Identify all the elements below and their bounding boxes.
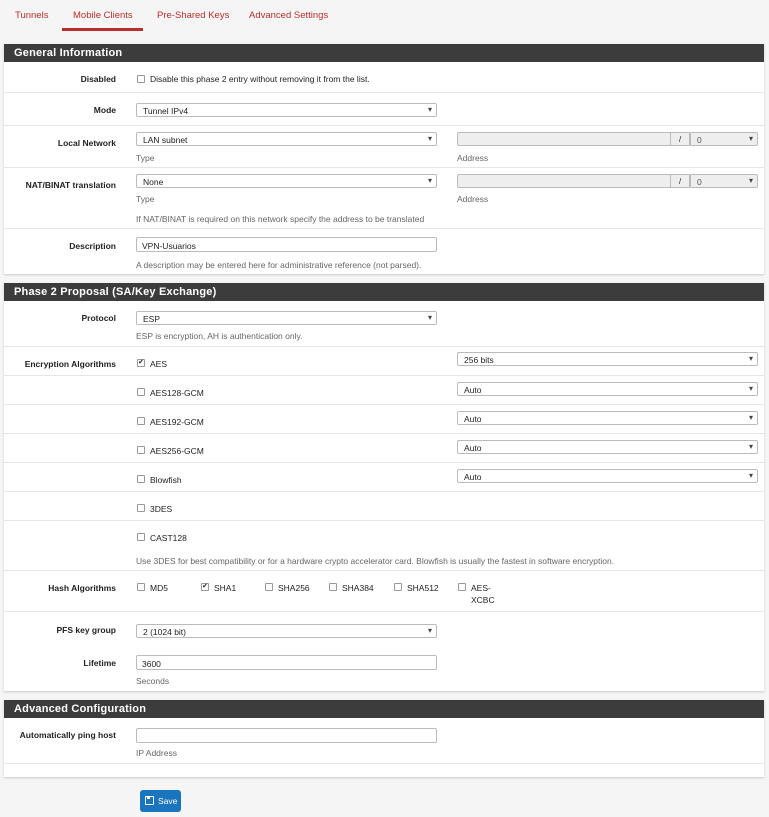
caret-down-icon: ▾ bbox=[427, 626, 432, 635]
save-label: Save bbox=[158, 796, 178, 806]
caret-down-icon: ▾ bbox=[427, 313, 432, 322]
cast128-checkbox[interactable] bbox=[137, 533, 145, 541]
advanced-configuration-title: Advanced Configuration bbox=[4, 700, 764, 718]
enc-row-aes bbox=[4, 346, 764, 375]
nat-address-input[interactable] bbox=[457, 174, 671, 188]
caret-down-icon: ▾ bbox=[748, 413, 753, 422]
3des-checkbox[interactable] bbox=[137, 504, 145, 512]
tab-mobile-clients[interactable]: Mobile Clients bbox=[73, 10, 133, 21]
aes256gcm-checkbox[interactable] bbox=[137, 446, 145, 454]
aes192gcm-label: AES192-GCM bbox=[150, 417, 204, 427]
disabled-row bbox=[4, 62, 764, 92]
aes192gcm-keylen-value: Auto bbox=[464, 414, 482, 424]
cast128-label: CAST128 bbox=[150, 533, 187, 543]
lifetime-label: Lifetime bbox=[83, 658, 116, 668]
caret-down-icon: ▾ bbox=[748, 442, 753, 451]
local-address-help: Address bbox=[457, 153, 489, 163]
pfs-label: PFS key group bbox=[56, 625, 116, 635]
encryption-label: Encryption Algorithms bbox=[24, 359, 116, 369]
caret-down-icon: ▾ bbox=[427, 105, 432, 114]
nat-label: NAT/BINAT translation bbox=[25, 180, 116, 190]
aes-label: AES bbox=[150, 359, 168, 369]
phase2-proposal-panel bbox=[4, 283, 764, 691]
local-type-value: LAN subnet bbox=[143, 135, 188, 145]
aes-xcbc-label-1: AES- bbox=[471, 583, 491, 593]
save-button[interactable] bbox=[140, 790, 181, 812]
aes256gcm-keylen-value: Auto bbox=[464, 443, 482, 453]
pfs-value: 2 (1024 bit) bbox=[143, 627, 186, 637]
ping-host-help: IP Address bbox=[136, 748, 177, 758]
encryption-help: Use 3DES for best compatibility or for a hardware crypto accelerator card. Blowfish is usually the fastest in software encryption. bbox=[136, 556, 615, 566]
caret-down-icon: ▾ bbox=[748, 384, 753, 393]
general-information-title: General Information bbox=[4, 44, 764, 62]
nat-mask-value: 0 bbox=[697, 177, 702, 187]
active-tab-indicator bbox=[62, 28, 143, 31]
enc-row-3des bbox=[4, 491, 764, 520]
protocol-row bbox=[4, 301, 764, 346]
tab-tunnels[interactable]: Tunnels bbox=[15, 10, 49, 21]
caret-down-icon: ▾ bbox=[427, 134, 432, 143]
local-network-label: Local Network bbox=[57, 138, 116, 148]
caret-down-icon: ▾ bbox=[427, 176, 432, 185]
tab-advanced-settings[interactable]: Advanced Settings bbox=[249, 10, 329, 21]
lifetime-help: Seconds bbox=[136, 676, 170, 686]
lifetime-row bbox=[4, 644, 764, 691]
ping-host-row bbox=[4, 718, 764, 763]
enc-row-aes128gcm bbox=[4, 375, 764, 404]
local-mask-select[interactable] bbox=[690, 132, 758, 146]
caret-down-icon: ▾ bbox=[748, 134, 753, 143]
check-icon: ✔ bbox=[202, 583, 208, 590]
local-type-help: Type bbox=[136, 153, 155, 163]
aes192gcm-keylen-select[interactable] bbox=[457, 411, 758, 425]
protocol-label: Protocol bbox=[81, 313, 116, 323]
aes256gcm-keylen-select[interactable] bbox=[457, 440, 758, 454]
description-input[interactable] bbox=[136, 237, 437, 252]
nat-type-value: None bbox=[143, 177, 164, 187]
nat-address-help: Address bbox=[457, 194, 489, 204]
3des-label: 3DES bbox=[150, 504, 173, 514]
advanced-configuration-panel bbox=[4, 700, 764, 777]
nat-slash: / bbox=[670, 174, 690, 188]
sha512-label: SHA512 bbox=[407, 583, 439, 593]
description-label: Description bbox=[69, 241, 116, 251]
mode-label: Mode bbox=[93, 105, 116, 115]
enc-row-aes192gcm bbox=[4, 404, 764, 433]
floppy-disk-icon bbox=[145, 796, 154, 805]
local-slash: / bbox=[670, 132, 690, 146]
local-network-row bbox=[4, 125, 764, 167]
mode-value: Tunnel IPv4 bbox=[143, 106, 189, 116]
sha1-label: SHA1 bbox=[214, 583, 237, 593]
hash-row bbox=[4, 570, 764, 611]
aes-keylen-value: 256 bits bbox=[464, 355, 494, 365]
aes-checkbox[interactable] bbox=[137, 359, 145, 367]
caret-down-icon: ▾ bbox=[748, 354, 753, 363]
protocol-help: ESP is encryption, AH is authentication only. bbox=[136, 331, 303, 341]
blowfish-label: Blowfish bbox=[150, 475, 182, 485]
nat-mask-select[interactable] bbox=[690, 174, 758, 188]
sha384-checkbox[interactable] bbox=[329, 583, 337, 591]
pfs-row bbox=[4, 611, 764, 644]
sha512-checkbox[interactable] bbox=[394, 583, 402, 591]
advanced-footer bbox=[4, 763, 764, 777]
ping-host-label: Automatically ping host bbox=[19, 730, 116, 740]
sha256-checkbox[interactable] bbox=[265, 583, 273, 591]
blowfish-checkbox[interactable] bbox=[137, 475, 145, 483]
mode-select[interactable] bbox=[136, 103, 437, 117]
phase2-proposal-title: Phase 2 Proposal (SA/Key Exchange) bbox=[4, 283, 764, 301]
tab-bar bbox=[0, 0, 769, 32]
aes256gcm-label: AES256-GCM bbox=[150, 446, 204, 456]
enc-row-cast128 bbox=[4, 520, 764, 570]
description-help: A description may be entered here for administrative reference (not parsed). bbox=[136, 260, 422, 270]
md5-label: MD5 bbox=[150, 583, 168, 593]
aes192gcm-checkbox[interactable] bbox=[137, 417, 145, 425]
nat-type-help: Type bbox=[136, 194, 155, 204]
lifetime-value: 3600 bbox=[142, 659, 161, 669]
aes128gcm-keylen-value: Auto bbox=[464, 385, 482, 395]
tab-pre-shared-keys[interactable]: Pre-Shared Keys bbox=[157, 10, 230, 21]
nat-help: If NAT/BINAT is required on this network specify the address to be translated bbox=[136, 214, 425, 224]
general-information-panel bbox=[4, 44, 764, 274]
nat-type-select[interactable] bbox=[136, 174, 437, 188]
local-network-type-select[interactable] bbox=[136, 132, 437, 146]
disabled-label: Disabled bbox=[80, 74, 116, 84]
ping-host-input[interactable] bbox=[136, 728, 437, 743]
enc-row-blowfish bbox=[4, 462, 764, 491]
md5-checkbox[interactable] bbox=[137, 583, 145, 591]
protocol-value: ESP bbox=[143, 314, 161, 324]
aes128gcm-checkbox[interactable] bbox=[137, 388, 145, 396]
sha1-checkbox[interactable] bbox=[201, 583, 209, 591]
aes-keylen-select[interactable] bbox=[457, 352, 758, 366]
sha384-label: SHA384 bbox=[342, 583, 374, 593]
lifetime-input[interactable] bbox=[136, 655, 437, 670]
nat-row bbox=[4, 167, 764, 228]
pfs-select[interactable] bbox=[136, 624, 437, 638]
hash-label: Hash Algorithms bbox=[48, 583, 116, 593]
description-value: VPN-Usuarios bbox=[142, 241, 196, 251]
enc-row-aes256gcm bbox=[4, 433, 764, 462]
sha256-label: SHA256 bbox=[278, 583, 310, 593]
local-address-input[interactable] bbox=[457, 132, 671, 146]
disabled-text: Disable this phase 2 entry without removing it from the list. bbox=[150, 74, 370, 84]
caret-down-icon: ▾ bbox=[748, 176, 753, 185]
protocol-select[interactable] bbox=[136, 311, 437, 325]
blowfish-keylen-select[interactable] bbox=[457, 469, 758, 483]
mode-row bbox=[4, 92, 764, 125]
caret-down-icon: ▾ bbox=[748, 471, 753, 480]
local-mask-value: 0 bbox=[697, 135, 702, 145]
description-row bbox=[4, 228, 764, 274]
aes128gcm-label: AES128-GCM bbox=[150, 388, 204, 398]
aes-xcbc-label-2: XCBC bbox=[471, 595, 495, 605]
disabled-checkbox[interactable] bbox=[137, 75, 145, 83]
blowfish-keylen-value: Auto bbox=[464, 472, 482, 482]
aes-xcbc-checkbox[interactable] bbox=[458, 583, 466, 591]
check-icon: ✔ bbox=[138, 359, 144, 366]
aes128gcm-keylen-select[interactable] bbox=[457, 382, 758, 396]
